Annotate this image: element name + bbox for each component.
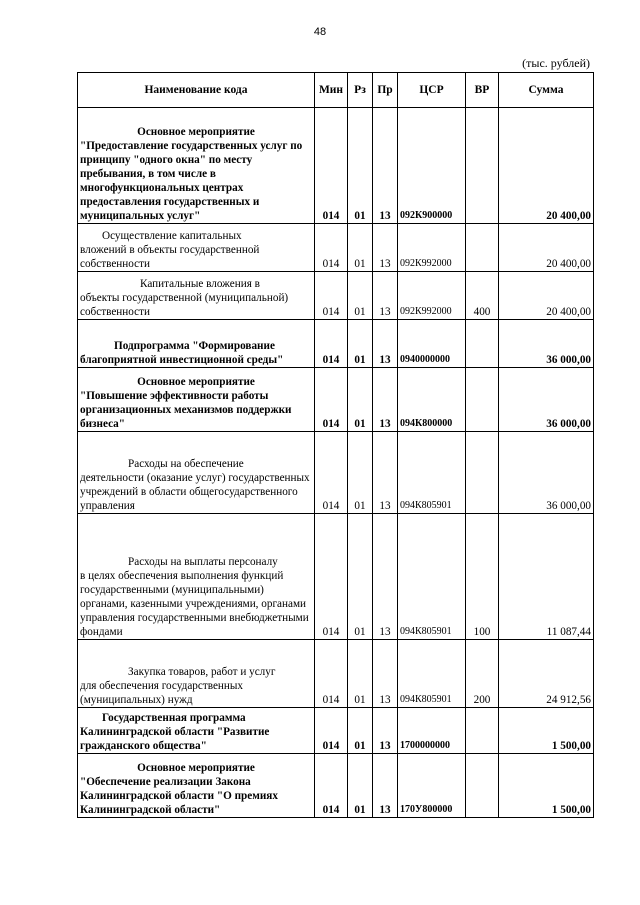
- row-name-rest: "Предоставление государственных услуг по принципу "одного окна" по месту пребывания, в том числе в многофункциональных центрах предоставления государственных и муниципальных услуг": [80, 140, 303, 222]
- row-rz: 01: [348, 432, 373, 514]
- row-name-rest: Калининградской области "Развитие гражданского общества": [80, 726, 270, 752]
- row-sum: 36 000,00: [499, 432, 594, 514]
- row-pr: 13: [373, 432, 398, 514]
- row-name-rest: "Повышение эффективности работы организационных механизмов поддержки бизнеса": [80, 390, 292, 430]
- table-row: [78, 754, 594, 818]
- header-rz: Рз: [348, 73, 373, 108]
- table-row: [78, 514, 594, 640]
- row-name: [78, 708, 315, 754]
- row-csr: 1700000000: [398, 708, 466, 754]
- row-min: 014: [315, 108, 348, 224]
- row-vr: 200: [466, 640, 499, 708]
- row-vr: [466, 708, 499, 754]
- header-csr: ЦСР: [398, 73, 466, 108]
- row-name-rest: в целях обеспечения выполнения функций государственными (муниципальными) органами, казенными учреждениями, органами управления государственными внебюджетными фондами: [80, 570, 309, 638]
- row-name-first: Осуществление капитальных: [102, 230, 242, 242]
- table-row: [78, 640, 594, 708]
- row-min: 014: [315, 320, 348, 368]
- row-name-first: Подпрограмма "Формирование: [114, 340, 275, 352]
- row-csr: 094К800000: [398, 368, 466, 432]
- table-row: [78, 432, 594, 514]
- row-csr: 094К805901: [398, 514, 466, 640]
- row-csr: 092К992000: [398, 224, 466, 272]
- row-pr: 13: [373, 368, 398, 432]
- header-name: Наименование кода: [78, 73, 315, 108]
- row-csr: 094К805901: [398, 432, 466, 514]
- row-sum: 20 400,00: [499, 224, 594, 272]
- row-min: 014: [315, 224, 348, 272]
- table-row: [78, 108, 594, 224]
- row-sum: 24 912,56: [499, 640, 594, 708]
- row-pr: 13: [373, 514, 398, 640]
- row-name-first: Основное мероприятие: [137, 762, 255, 774]
- row-rz: 01: [348, 640, 373, 708]
- table-row: [78, 272, 594, 320]
- row-pr: 13: [373, 320, 398, 368]
- row-csr: 0940000000: [398, 320, 466, 368]
- row-name: [78, 320, 315, 368]
- page-number: 48: [313, 26, 327, 38]
- row-name: [78, 108, 315, 224]
- table-row: [78, 368, 594, 432]
- row-min: 014: [315, 272, 348, 320]
- row-rz: 01: [348, 368, 373, 432]
- row-name: [78, 432, 315, 514]
- row-pr: 13: [373, 754, 398, 818]
- row-vr: [466, 224, 499, 272]
- row-vr: [466, 754, 499, 818]
- row-vr: 400: [466, 272, 499, 320]
- row-rz: 01: [348, 108, 373, 224]
- row-rz: 01: [348, 320, 373, 368]
- row-csr: 094К805901: [398, 640, 466, 708]
- row-name-first: Государственная программа: [102, 712, 246, 724]
- table-row: [78, 224, 594, 272]
- row-sum: 20 400,00: [499, 272, 594, 320]
- header-vr: ВР: [466, 73, 499, 108]
- row-vr: [466, 368, 499, 432]
- row-rz: 01: [348, 272, 373, 320]
- row-vr: 100: [466, 514, 499, 640]
- row-name-first: Капитальные вложения в: [140, 278, 260, 290]
- header-pr: Пр: [373, 73, 398, 108]
- row-name: [78, 514, 315, 640]
- row-sum: 36 000,00: [499, 320, 594, 368]
- row-pr: 13: [373, 224, 398, 272]
- header-sum: Сумма: [499, 73, 594, 108]
- row-rz: 01: [348, 754, 373, 818]
- row-vr: [466, 432, 499, 514]
- row-sum: 11 087,44: [499, 514, 594, 640]
- row-rz: 01: [348, 224, 373, 272]
- row-name: [78, 368, 315, 432]
- row-csr: 092К992000: [398, 272, 466, 320]
- row-pr: 13: [373, 108, 398, 224]
- row-pr: 13: [373, 640, 398, 708]
- row-name: [78, 224, 315, 272]
- row-csr: 170У800000: [398, 754, 466, 818]
- row-sum: 1 500,00: [499, 754, 594, 818]
- row-vr: [466, 108, 499, 224]
- row-min: 014: [315, 514, 348, 640]
- row-sum: 20 400,00: [499, 108, 594, 224]
- table-header-row: [78, 73, 594, 108]
- row-name-rest: объекты государственной (муниципальной) собственности: [80, 292, 289, 318]
- row-name-first: Расходы на выплаты персоналу: [128, 556, 278, 568]
- row-vr: [466, 320, 499, 368]
- row-pr: 13: [373, 708, 398, 754]
- row-name: [78, 640, 315, 708]
- row-name-rest: для обеспечения государственных (муниципальных) нужд: [80, 680, 244, 706]
- row-name-first: Основное мероприятие: [137, 376, 255, 388]
- row-name: [78, 272, 315, 320]
- row-name-rest: деятельности (оказание услуг) государственных учреждений в области общегосударственного управления: [80, 472, 310, 512]
- budget-table: [77, 72, 594, 818]
- row-min: 014: [315, 754, 348, 818]
- row-sum: 1 500,00: [499, 708, 594, 754]
- table-row: [78, 708, 594, 754]
- row-rz: 01: [348, 708, 373, 754]
- row-min: 014: [315, 708, 348, 754]
- row-name-rest: вложений в объекты государственной собственности: [80, 244, 260, 270]
- row-sum: 36 000,00: [499, 368, 594, 432]
- units-label: (тыс. рублей): [522, 56, 590, 70]
- row-name-rest: "Обеспечение реализации Закона Калининградской области "О премиях Калининградской области": [80, 776, 278, 816]
- row-rz: 01: [348, 514, 373, 640]
- row-pr: 13: [373, 272, 398, 320]
- row-name: [78, 754, 315, 818]
- table-row: [78, 320, 594, 368]
- header-min: Мин: [315, 73, 348, 108]
- row-min: 014: [315, 640, 348, 708]
- row-name-first: Расходы на обеспечение: [128, 458, 244, 470]
- row-name-rest: благоприятной инвестиционной среды": [80, 354, 284, 366]
- row-name-first: Основное мероприятие: [137, 126, 255, 138]
- row-name-first: Закупка товаров, работ и услуг: [128, 666, 276, 678]
- row-min: 014: [315, 368, 348, 432]
- row-csr: 092К900000: [398, 108, 466, 224]
- row-min: 014: [315, 432, 348, 514]
